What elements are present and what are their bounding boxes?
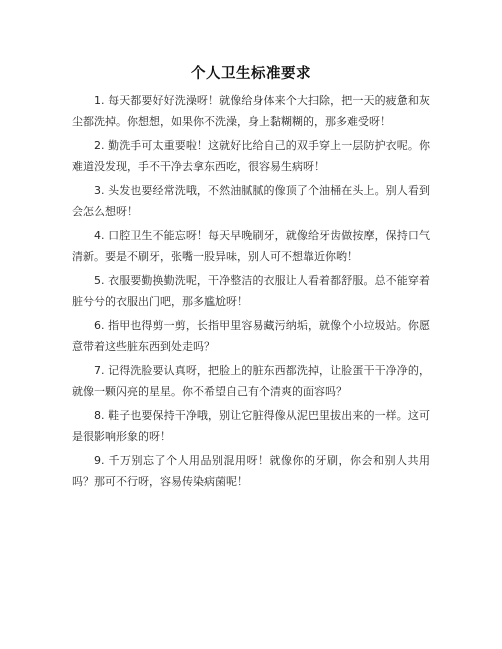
paragraph-6: 6. 指甲也得剪一剪，长指甲里容易藏污纳垢，就像个小垃圾站。你愿意带着这些脏东西到处走吗？ [72, 319, 430, 353]
paragraph-4: 4. 口腔卫生不能忘呀！每天早晚刷牙，就像给牙齿做按摩，保持口气清新。要是不刷牙，张嘴一股异味，别人可不想靠近你哟！ [72, 229, 430, 263]
paragraph-2: 2. 勤洗手可太重要啦！这就好比给自己的双手穿上一层防护衣呢。你难道没发现，手不干净去拿东西吃，很容易生病呀！ [72, 139, 430, 173]
paragraph-1: 1. 每天都要好好洗澡呀！就像给身体来个大扫除，把一天的疲惫和灰尘都洗掉。你想想，如果你不洗澡，身上黏糊糊的，那多难受呀！ [72, 94, 430, 128]
paragraph-7: 7. 记得洗脸要认真呀，把脸上的脏东西都洗掉，让脸蛋干干净净的，就像一颗闪亮的星星。你不希望自己有个清爽的面容吗？ [72, 364, 430, 398]
paragraph-8: 8. 鞋子也要保持干净哦，别让它脏得像从泥巴里拔出来的一样。这可是很影响形象的呀！ [72, 409, 430, 443]
paragraph-3: 3. 头发也要经常洗哦，不然油腻腻的像顶了个油桶在头上。别人看到会怎么想呀！ [72, 184, 430, 218]
paragraph-5: 5. 衣服要勤换勤洗呢，干净整洁的衣服让人看着都舒服。总不能穿着脏兮兮的衣服出门吧，那多尴尬呀！ [72, 274, 430, 308]
paragraph-9: 9. 千万别忘了个人用品别混用呀！就像你的牙刷，你会和别人共用吗？那可不行呀，容易传染病菌呢！ [72, 454, 430, 488]
page-title: 个人卫生标准要求 [191, 66, 311, 82]
